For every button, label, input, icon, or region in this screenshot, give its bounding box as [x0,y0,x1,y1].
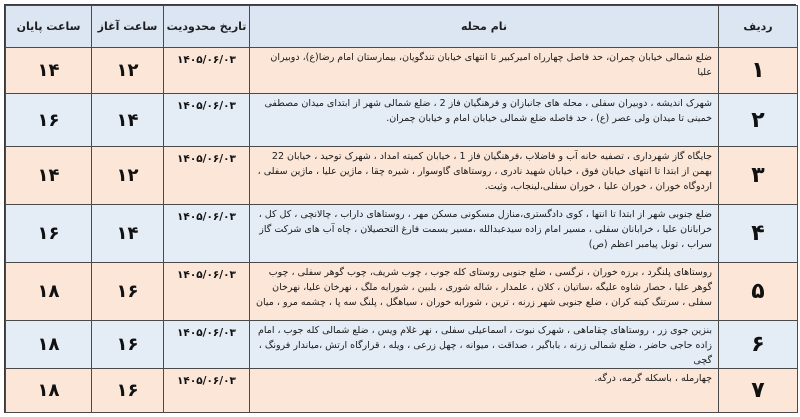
row-number: ۳ [719,147,798,205]
table-row [6,321,798,369]
start-time-cell: ۱۲ [92,147,164,205]
start-time-cell: ۱۶ [92,321,164,369]
start-time-cell: ۱۴ [92,205,164,263]
area-name-cell: بنزین جوی زر ، روستاهای چقاماهی ، شهرک نبوت ، اسماعیلی سفلی ، نهر غلام ویس ، ضلع شمالی کله جوب ، امام زاده حاجی حاضر ، ضلع شمالی زرنه ، باباگیر ، صداقت ، میوانه ، چهل زرعی ، ویله ، قرارگاه ارتش ،میاندار فرونگ ، گچی [250,321,719,369]
date-cell: ۱۴۰۵/۰۶/۰۳ [164,369,250,413]
date-cell: ۱۴۰۵/۰۶/۰۳ [164,263,250,321]
header-date: تاریخ محدودیت [164,6,250,48]
date-cell: ۱۴۰۵/۰۶/۰۳ [164,94,250,147]
date-cell: ۱۴۰۵/۰۶/۰۳ [164,48,250,94]
table-row [6,94,798,147]
start-time-cell: ۱۶ [92,263,164,321]
end-time-cell: ۱۴ [6,48,92,94]
table-row [6,48,798,94]
row-number: ۵ [719,263,798,321]
table-row [6,263,798,321]
table-row [6,205,798,263]
area-name-cell: جایگاه گاز شهرداری ، تصفیه خانه آب و فاضلاب ،فرهنگیان فاز 1 ، خیابان کمیته امداد ، شهرک توحید ، خیابان 22 بهمن از ابتدا تا انتهای خیابان فوق ، خیابان شهید نادری ، روستاهای گاوسوار ، شیره چقا ، ماژین علیا ، ماژین سفلی ، اردوگاه خوران ، خوران علیا ، خوران سفلی،لینجاب، وثیت. [250,147,719,205]
table-header-row [6,6,798,48]
end-time-cell: ۱۶ [6,94,92,147]
row-number: ۱ [719,48,798,94]
area-name-cell: ضلع شمالی خیابان چمران، حد فاصل چهارراه امیرکبیر تا انتهای خیابان تندگویان، بیمارستان امام رضا(ع)، دوبیران علیا [250,48,719,94]
row-number: ۴ [719,205,798,263]
start-time-cell: ۱۴ [92,94,164,147]
start-time-cell: ۱۲ [92,48,164,94]
row-number: ۷ [719,369,798,413]
area-name-cell: روستاهای پلنگرد ، برزه خوران ، نرگسی ، ضلع جنوبی روستای کله جوب ، چوب شریف، چوب گوهر سفلی ، چوب گوهر علیا ، حصار شاوه علیگه ،ساتیان ، کلان ، علمدار ، شاله شوری ، بلبین ، شورابه ملگ ، نهرخان علیا، نهرخان سفلی ، سرتنگ کینه کران ، ضلع جنوبی شهر زرنه ، ترین ، شورابه خوران ، سیاهگل ، پلنگ سه پا ، چشمه مرو ، میان [250,263,719,321]
end-time-cell: ۱۴ [6,147,92,205]
header-row-number: ردیف [719,6,798,48]
outage-schedule-table [5,5,798,413]
table-row [6,147,798,205]
header-end-time: ساعت پایان [6,6,92,48]
header-area-name: نام محله [250,6,719,48]
area-name-cell: شهرک اندیشه ، دوبیران سفلی ، محله های جانبازان و فرهنگیان فاز 2 ، ضلع شمالی شهر از ابتدای میدان مصطفی خمینی تا میدان ولی عصر (ع) ، حد فاصله ضلع شمالی خیابان امام و خیابان چمران. [250,94,719,147]
end-time-cell: ۱۶ [6,205,92,263]
area-name-cell: چهارمله ، باسکله گرمه، درگه. [250,369,719,413]
outage-schedule-table-wrapper [4,4,796,413]
end-time-cell: ۱۸ [6,263,92,321]
end-time-cell: ۱۸ [6,369,92,413]
end-time-cell: ۱۸ [6,321,92,369]
row-number: ۶ [719,321,798,369]
area-name-cell: ضلع جنوبی شهر از ابتدا تا انتها ، کوی دادگستری،منازل مسکونی مسکن مهر ، روستاهای داراب ، چالانچی ، کل کل ، خرابانان علیا ، خرابانان سفلی ، مسیر امام زاده سیدعبدالله ،مسیر بسمت فارغ التحصیلان ، چاه آب های شرکت گاز سراب ، تونل پیامبر اعظم (ص) [250,205,719,263]
row-number: ۲ [719,94,798,147]
header-start-time: ساعت آغاز [92,6,164,48]
date-cell: ۱۴۰۵/۰۶/۰۳ [164,205,250,263]
table-row [6,369,798,413]
start-time-cell: ۱۶ [92,369,164,413]
date-cell: ۱۴۰۵/۰۶/۰۳ [164,321,250,369]
date-cell: ۱۴۰۵/۰۶/۰۳ [164,147,250,205]
